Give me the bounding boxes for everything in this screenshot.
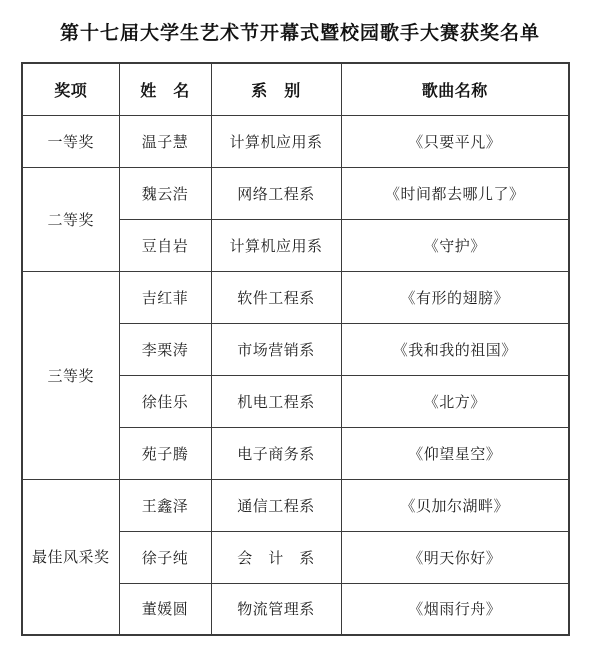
song-cell: 《北方》 (341, 375, 569, 427)
name-cell: 苑子腾 (119, 427, 211, 479)
table-row (22, 167, 569, 219)
table-row (22, 479, 569, 531)
table-row (22, 271, 569, 323)
page-title: 第十七届大学生艺术节开幕式暨校园歌手大赛获奖名单 (59, 23, 540, 44)
awards-table (21, 62, 570, 636)
department-cell: 通信工程系 (211, 479, 341, 531)
department-cell: 电子商务系 (211, 427, 341, 479)
song-cell: 《贝加尔湖畔》 (341, 479, 569, 531)
header-song: 歌曲名称 (341, 63, 569, 115)
table-row (22, 115, 569, 167)
song-cell: 《我和我的祖国》 (341, 323, 569, 375)
name-cell: 王鑫泽 (119, 479, 211, 531)
award-cell: 一等奖 (22, 115, 119, 167)
department-cell: 计算机应用系 (211, 219, 341, 271)
name-cell: 董媛圆 (119, 583, 211, 635)
award-cell: 最佳风采奖 (22, 479, 119, 635)
name-cell: 温子慧 (119, 115, 211, 167)
department-cell: 物流管理系 (211, 583, 341, 635)
awards-table-body (22, 115, 569, 635)
department-cell: 软件工程系 (211, 271, 341, 323)
song-cell: 《只要平凡》 (341, 115, 569, 167)
department-cell: 机电工程系 (211, 375, 341, 427)
name-cell: 吉红菲 (119, 271, 211, 323)
song-cell: 《有形的翅膀》 (341, 271, 569, 323)
name-cell: 徐子纯 (119, 531, 211, 583)
song-cell: 《守护》 (341, 219, 569, 271)
song-cell: 《仰望星空》 (341, 427, 569, 479)
award-cell: 三等奖 (22, 271, 119, 479)
song-cell: 《烟雨行舟》 (341, 583, 569, 635)
awards-table-header (22, 63, 569, 115)
name-cell: 魏云浩 (119, 167, 211, 219)
header-row (22, 63, 569, 115)
department-cell: 市场营销系 (211, 323, 341, 375)
header-award: 奖项 (22, 63, 119, 115)
department-cell: 会 计 系 (211, 531, 341, 583)
department-cell: 计算机应用系 (211, 115, 341, 167)
name-cell: 豆自岩 (119, 219, 211, 271)
award-cell: 二等奖 (22, 167, 119, 271)
header-department: 系 别 (211, 63, 341, 115)
song-cell: 《时间都去哪儿了》 (341, 167, 569, 219)
name-cell: 徐佳乐 (119, 375, 211, 427)
name-cell: 李栗涛 (119, 323, 211, 375)
song-cell: 《明天你好》 (341, 531, 569, 583)
header-name: 姓 名 (119, 63, 211, 115)
department-cell: 网络工程系 (211, 167, 341, 219)
